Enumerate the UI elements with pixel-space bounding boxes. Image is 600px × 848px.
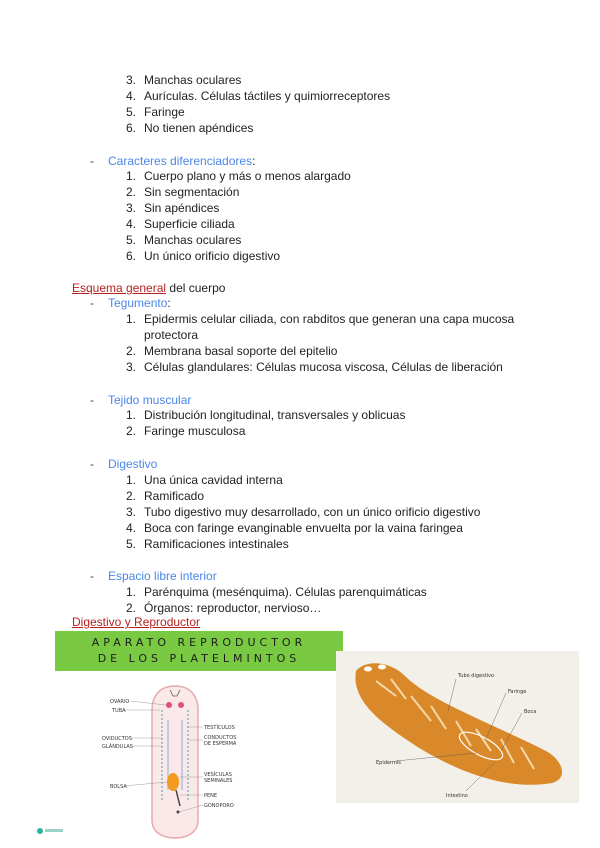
list-item-number: 2. [126,344,137,358]
list-item-text: Órganos: reproductor, nervioso… [144,601,322,615]
label-boca: Boca [524,709,537,715]
heading-digestivo-reproductor [72,614,200,630]
list-item-number: 3. [126,505,137,519]
list-item-number: 2. [126,489,137,503]
list-caracteres [126,168,351,264]
list-item-number: 1. [126,408,137,422]
label-testiculos: TESTÍCULOS [204,725,235,731]
label-epidermis: Epidermis [376,760,401,766]
label-gonoporo: GONOPORO [204,803,234,809]
dash-bullet: - [90,154,94,168]
watermark-logo-icon [36,826,66,836]
ovary-right [178,702,184,708]
banner-line-2: DE LOS PLATELMINTOS [97,652,301,665]
label-bolsa: BOLSA [110,784,127,790]
copulatory-bursa [167,773,179,791]
list-digestivo [126,472,480,552]
label-vesiculas-1: VESÍCULAS [204,772,232,778]
section-digestivo [90,456,157,472]
list-item [126,248,351,264]
list-item-number: 1. [126,585,137,599]
ovary-left [166,702,172,708]
list-item-number: 5. [126,233,137,247]
list-item [126,520,480,536]
reproductive-system-diagram [100,680,250,840]
list-item [126,184,351,200]
list-item [126,200,351,216]
section-tegumento [90,295,171,311]
list-item [126,104,390,120]
tegumento-colon: : [167,296,171,310]
dash-bullet: - [90,296,94,310]
esquema-rest: del cuerpo [166,281,226,295]
list-item-text: Células glandulares: Células mucosa viscosa, Células de liberación [144,360,503,374]
list-item-number: 2. [126,424,137,438]
list-tegumento [126,311,531,375]
list-item [126,232,351,248]
esquema-label: Esquema general [72,281,167,295]
list-item-number: 1. [126,169,137,183]
list-item [126,504,480,520]
eye-right [378,665,386,670]
figure-banner [55,631,343,671]
list-item-number: 3. [126,201,137,215]
label-glandulas: GLÁNDULAS [102,744,133,750]
list-item-text: Un único orificio digestivo [144,249,281,263]
list-item-text: Aurículas. Células táctiles y quimiorreceptores [144,89,391,103]
dash-bullet: - [90,393,94,407]
section-caracteres [90,153,255,169]
list-item-text: No tienen apéndices [144,121,254,135]
eye-left [364,667,372,672]
list-item [126,168,351,184]
label-conductos-1: CONDUCTOS [204,735,237,741]
list-item-text: Distribución longitudinal, transversales y oblicuas [144,408,406,422]
list-item-number: 6. [126,121,137,135]
label-intestino: Intestino [446,793,468,799]
list-features-cont [126,72,390,136]
label-faringe: Faringe [508,689,527,695]
list-item [126,536,480,552]
list-item-text: Manchas oculares [144,73,242,87]
list-item-number: 4. [126,217,137,231]
list-item [126,72,390,88]
list-item [126,216,351,232]
label-tuba: TUBA [112,708,126,714]
list-item-text: Cuerpo plano y más o menos alargado [144,169,351,183]
label-pene: PENE [204,793,218,799]
list-item [126,423,405,439]
left-labels [102,699,133,790]
list-item-number: 3. [126,73,137,87]
list-item [126,88,390,104]
dash-bullet: - [90,457,94,471]
list-item [126,343,531,359]
list-item [126,120,390,136]
list-espacio [126,584,427,616]
list-item-text: Tubo digestivo muy desarrollado, con un único orificio digestivo [144,505,481,519]
digestivo-label: Digestivo [108,457,158,471]
label-vesiculas-2: SEMINALES [204,778,233,784]
tejido-label: Tejido muscular [108,393,192,407]
list-item [126,472,480,488]
label-conductos-2: DE ESPERMA [204,741,237,747]
list-item-text: Faringe [144,105,185,119]
tegumento-label: Tegumento [108,296,168,310]
list-item-number: 1. [126,312,137,326]
label-oviductos: OVIDUCTOS [102,736,132,742]
list-item-number: 1. [126,473,137,487]
list-item-number: 4. [126,521,137,535]
list-item-number: 5. [126,537,137,551]
list-item [126,359,531,375]
list-item-text: Manchas oculares [144,233,242,247]
list-item-text: Boca con faringe evanginable envuelta por la vaina faringea [144,521,463,535]
list-item-text: Faringe musculosa [144,424,246,438]
list-item-number: 4. [126,89,137,103]
worm-body-outline [152,686,198,838]
section-espacio [90,568,217,584]
list-tejido [126,407,405,439]
list-item-text: Parénquima (mesénquima). Células parenquimáticas [144,585,427,599]
banner-line-1: APARATO REPRODUCTOR [91,636,307,649]
digestive-system-figure [336,651,579,803]
heading-esquema [72,280,225,296]
list-item-text: Una única cavidad interna [144,473,283,487]
section-tejido [90,392,191,408]
list-item-text: Epidermis celular ciliada, con rabditos que generan una capa mucosa protectora [144,312,515,342]
espacio-label: Espacio libre interior [108,569,217,583]
digestivo-reproductor-label: Digestivo y Reproductor [72,615,201,629]
caracteres-colon: : [252,154,256,168]
list-item-number: 5. [126,105,137,119]
list-item-text: Sin apéndices [144,201,220,215]
list-item-number: 2. [126,601,137,615]
list-item-text: Sin segmentación [144,185,240,199]
list-item-text: Superficie ciliada [144,217,235,231]
list-item [126,584,427,600]
list-item [126,311,531,343]
list-item-number: 2. [126,185,137,199]
right-labels [203,724,237,809]
list-item-number: 6. [126,249,137,263]
dash-bullet: - [90,569,94,583]
list-item-text: Ramificaciones intestinales [144,537,289,551]
list-item [126,488,480,504]
list-item-number: 3. [126,360,137,374]
label-ovario: OVARIO [110,699,130,705]
list-item [126,407,405,423]
caracteres-label: Caracteres diferenciadores [108,154,253,168]
list-item-text: Membrana basal soporte del epitelio [144,344,338,358]
list-item-text: Ramificado [144,489,205,503]
label-tubo-digestivo: Tubo digestivo [458,673,495,679]
